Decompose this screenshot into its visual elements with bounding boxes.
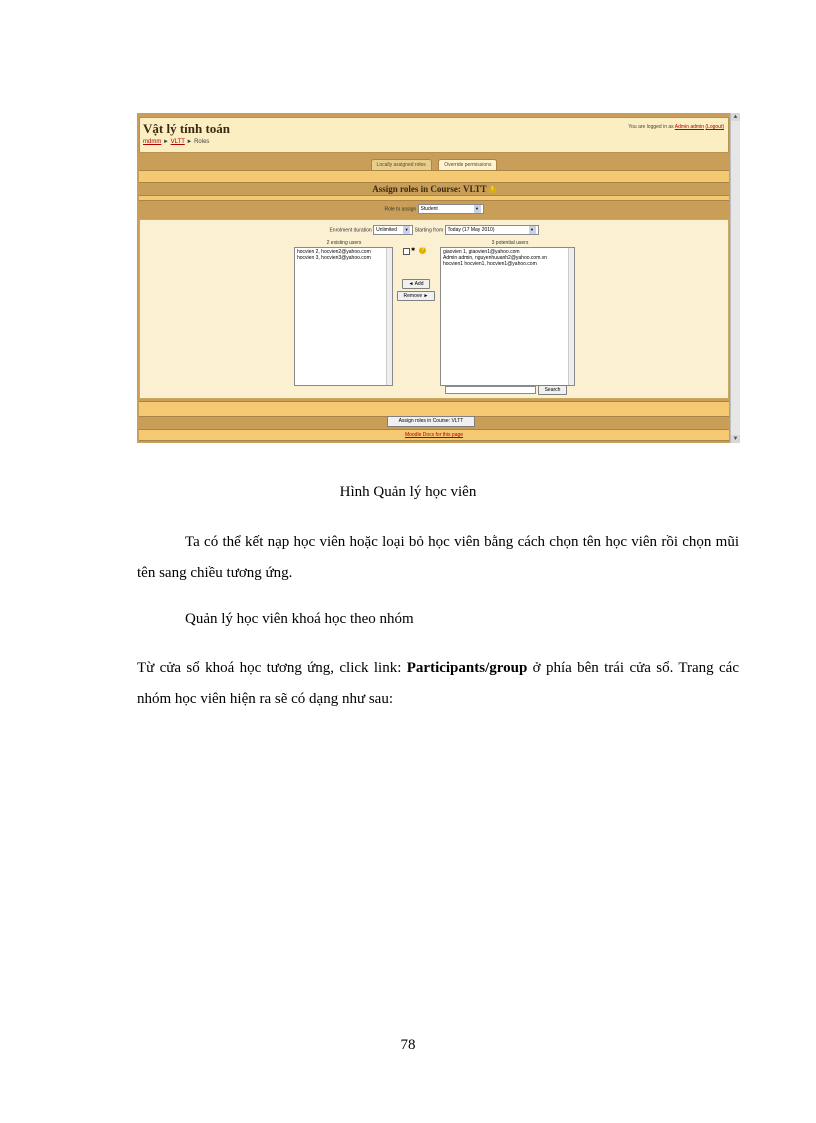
moodle-window	[137, 113, 731, 443]
list-item[interactable]: hocvien1 hocvien1, hocvien1@yahoo.com	[443, 261, 537, 267]
list-item[interactable]: giaovien 1, giaovien1@yahoo.com	[443, 249, 520, 255]
existing-users-list[interactable]	[294, 247, 393, 386]
help-icon[interactable]: ?	[419, 247, 426, 254]
site-header	[139, 117, 729, 153]
assign-roles-submit-button[interactable]: Assign roles in Course: VLTT	[387, 416, 475, 427]
existing-users-label: 2 existing users	[326, 240, 362, 246]
site-title: Vật lý tính toán	[143, 121, 231, 136]
breadcrumb-home-link[interactable]: mdmm	[143, 139, 162, 145]
login-text: You are logged in as	[628, 124, 674, 130]
breadcrumb-separator-icon: ►	[186, 139, 193, 145]
tab-locally-assigned[interactable]: Locally assigned roles	[371, 159, 432, 171]
role-label: Role to assign	[384, 206, 417, 213]
start-label: Starting from	[414, 227, 444, 234]
scroll-down-icon[interactable]: ▼	[732, 436, 739, 442]
role-tabs	[137, 153, 731, 168]
paragraph-3-start: Từ cửa sổ khoá học tương ứng, click link:	[137, 660, 407, 676]
search-button[interactable]: Search	[538, 385, 567, 395]
potential-users-label: 3 potential users	[491, 240, 529, 246]
add-button[interactable]: ◄ Add	[402, 279, 430, 289]
embedded-screenshot	[137, 113, 740, 443]
scroll-up-icon[interactable]: ▲	[732, 114, 739, 120]
tab-override-permissions[interactable]: Override permissions	[438, 159, 497, 171]
paragraph-3-end: ở phía bên trái cửa sổ. Trang các nhóm học viên hiện ra sẽ có dạng như sau:	[137, 660, 739, 707]
page-number: 78	[400, 1037, 416, 1053]
enrolment-select[interactable]	[373, 225, 413, 235]
footer-bar	[139, 429, 729, 441]
role-select-value: Student	[420, 206, 438, 212]
breadcrumb-separator-icon: ►	[163, 139, 169, 145]
enrolment-select-value: Unlimited	[376, 227, 397, 233]
assign-roles-title: Assign roles in Course: VLTT	[372, 184, 487, 194]
assign-roles-heading	[137, 184, 731, 194]
list-item[interactable]: hocvien 3, hocvien3@yahoo.com	[297, 255, 371, 261]
bottom-divider-bar	[139, 401, 729, 417]
participants-group-link-text: Participants/group	[406, 660, 528, 676]
remove-button[interactable]: Remove ►	[397, 291, 435, 301]
enrolment-row	[140, 225, 728, 235]
figure-caption: Hình Quản lý học viên	[339, 484, 477, 500]
chevron-down-icon: ▼	[404, 227, 409, 232]
list-item[interactable]: Admin admin, nguyenhuuanh2@yahoo.com.vn	[443, 255, 548, 261]
list-item[interactable]: hocvien 2, hocvien2@yahoo.com	[297, 249, 371, 255]
search-input[interactable]	[445, 386, 536, 394]
breadcrumb-course-link[interactable]: VLTT	[170, 139, 185, 145]
login-info	[628, 124, 724, 130]
list-scrollbar[interactable]	[386, 248, 392, 385]
assign-panel	[139, 219, 729, 399]
start-date-select[interactable]	[445, 225, 539, 235]
breadcrumb	[143, 139, 209, 145]
moodle-docs-link[interactable]: Moodle Docs for this page	[404, 432, 464, 438]
login-user-link[interactable]: Admin admin	[674, 124, 704, 130]
breadcrumb-current: Roles	[194, 139, 210, 145]
chevron-down-icon: ▼	[475, 206, 480, 211]
paragraph-1: Ta có thể kết nạp học viên hoặc loại bỏ học viên bằng cách chọn tên học viên rồi chọn mũi tên sang chiều tương ứng.	[137, 534, 739, 581]
top-divider-bar	[139, 170, 729, 183]
help-icon[interactable]: ?	[489, 186, 496, 193]
logout-link[interactable]: (Logout)	[705, 124, 724, 130]
checkbox[interactable]	[403, 248, 410, 255]
paragraph-3	[137, 653, 739, 715]
role-select[interactable]	[418, 204, 484, 214]
list-scrollbar[interactable]	[568, 248, 574, 385]
section-heading: Quản lý học viên khoá học theo nhóm	[185, 611, 414, 627]
chevron-down-icon: ▼	[530, 227, 534, 232]
start-date-value: Today (17 May 2010)	[447, 227, 495, 233]
enrolment-label: Enrolment duration	[329, 227, 372, 234]
potential-users-list[interactable]	[440, 247, 575, 386]
star-icon: ✱	[411, 247, 416, 253]
role-selector-row	[137, 204, 731, 214]
window-scrollbar[interactable]	[730, 113, 740, 443]
mid-divider-bar	[139, 195, 729, 201]
